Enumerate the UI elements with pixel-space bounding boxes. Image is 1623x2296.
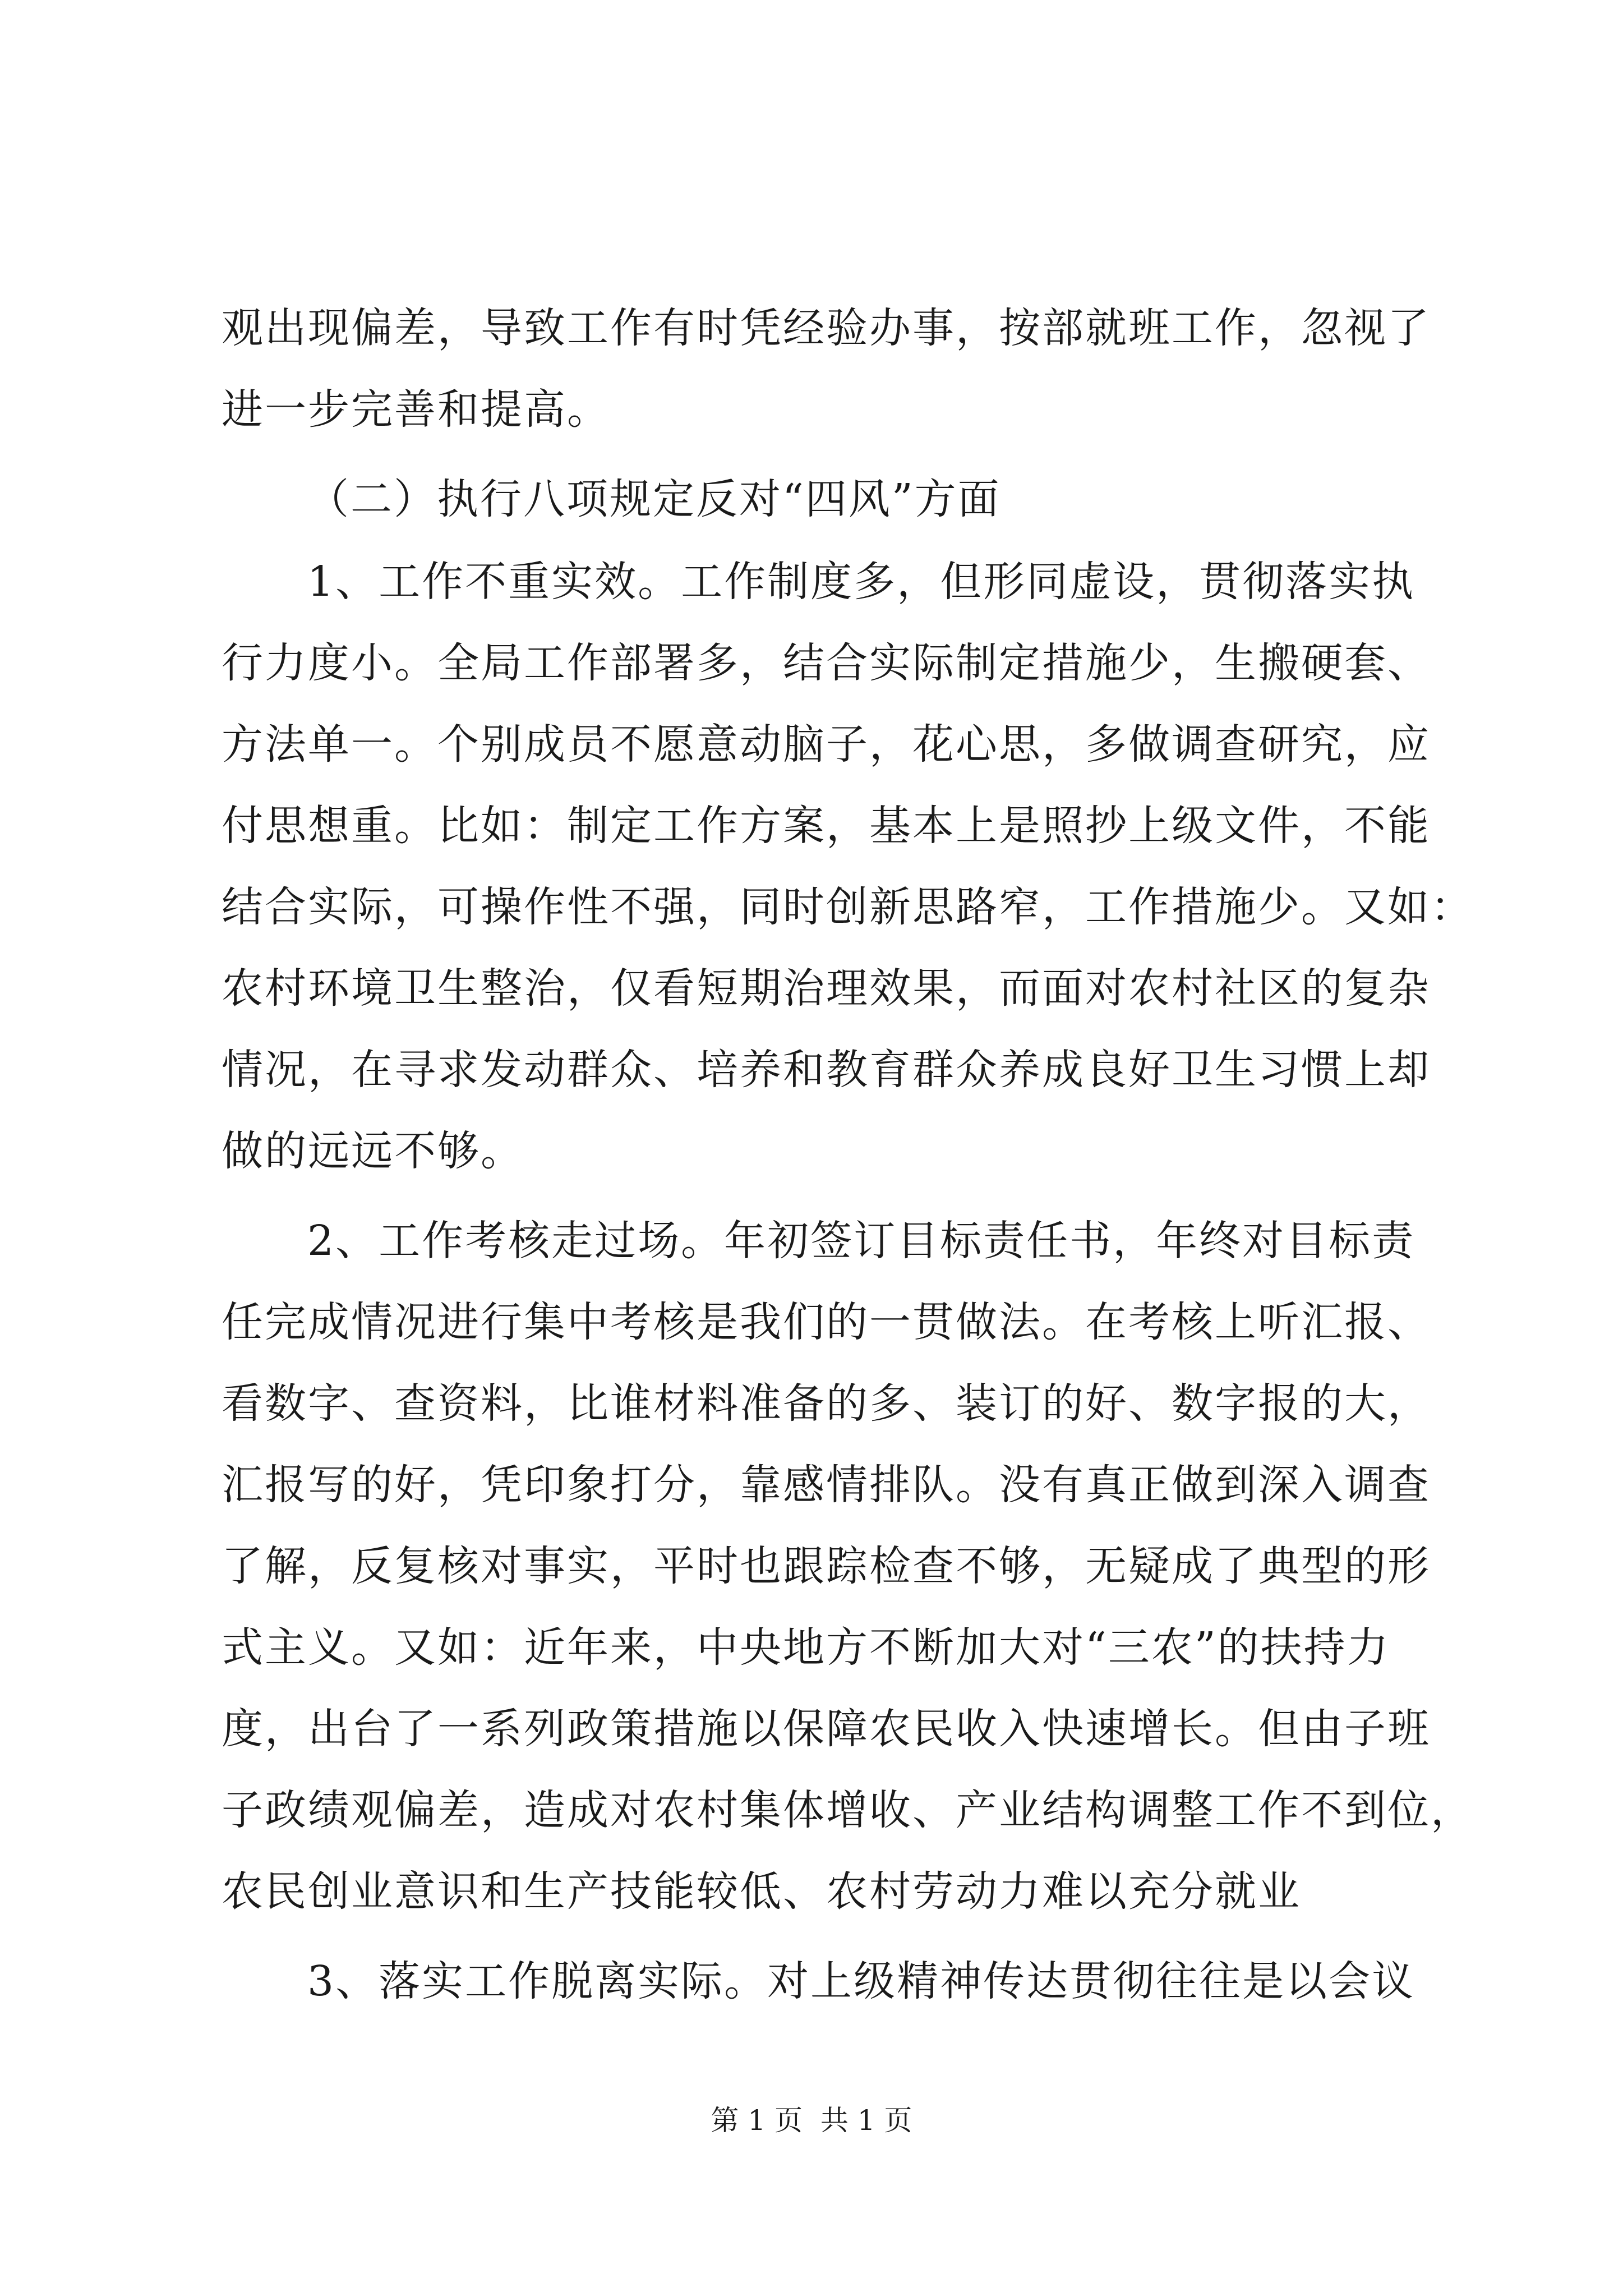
body-text-line: 农民创业意识和生产技能较低、农村劳动力难以充分就业 — [222, 1867, 1301, 1916]
body-text-line: 2、工作考核走过场。年初签订目标责任书，年终对目标责 — [307, 1217, 1415, 1265]
body-text-line: 进一步完善和提高。 — [222, 385, 610, 434]
body-text-line: 农村环境卫生整治，仅看短期治理效果，而面对农村社区的复杂 — [222, 964, 1431, 1013]
body-text-line: 汇报写的好，凭印象打分，靠感情排队。没有真正做到深入调查 — [222, 1461, 1431, 1509]
section-heading: （二）执行八项规定反对“四风”方面 — [307, 475, 1001, 523]
body-text-line: 付思想重。比如：制定工作方案，基本上是照抄上级文件，不能 — [222, 802, 1431, 850]
body-text-line: 做的远远不够。 — [222, 1127, 524, 1175]
body-text-line: 子政绩观偏差，造成对农村集体增收、产业结构调整工作不到位， — [222, 1786, 1474, 1834]
body-text-line: 1、工作不重实效。工作制度多，但形同虚设，贯彻落实执 — [307, 558, 1415, 606]
body-text-line: 看数字、查资料，比谁材料准备的多、装订的好、数字报的大， — [222, 1379, 1431, 1428]
body-text-line: 行力度小。全局工作部署多，结合实际制定措施少，生搬硬套、 — [222, 639, 1431, 687]
body-text-line: 方法单一。个别成员不愿意动脑子，花心思，多做调查研究，应 — [222, 720, 1431, 769]
body-text-line: 情况，在寻求发动群众、培养和教育群众养成良好卫生习惯上却 — [222, 1046, 1431, 1094]
body-text-line: 结合实际，可操作性不强，同时创新思路窄，工作措施少。又如： — [222, 883, 1474, 931]
body-text-line: 任完成情况进行集中考核是我们的一贯做法。在考核上听汇报、 — [222, 1298, 1431, 1346]
body-text-line: 3、落实工作脱离实际。对上级精神传达贯彻往往是以会议 — [307, 1957, 1415, 2005]
body-text-line: 观出现偏差，导致工作有时凭经验办事，按部就班工作，忽视了 — [222, 304, 1431, 352]
body-text-line: 度，出台了一系列政策措施以保障农民收入快速增长。但由子班 — [222, 1705, 1431, 1753]
body-text-line: 了解，反复核对事实，平时也跟踪检查不够，无疑成了典型的形 — [222, 1542, 1431, 1590]
page-footer: 第 1 页 共 1 页 — [711, 2104, 912, 2137]
body-text-line: 式主义。又如：近年来，中央地方不断加大对“三农”的扶持力 — [222, 1623, 1390, 1672]
